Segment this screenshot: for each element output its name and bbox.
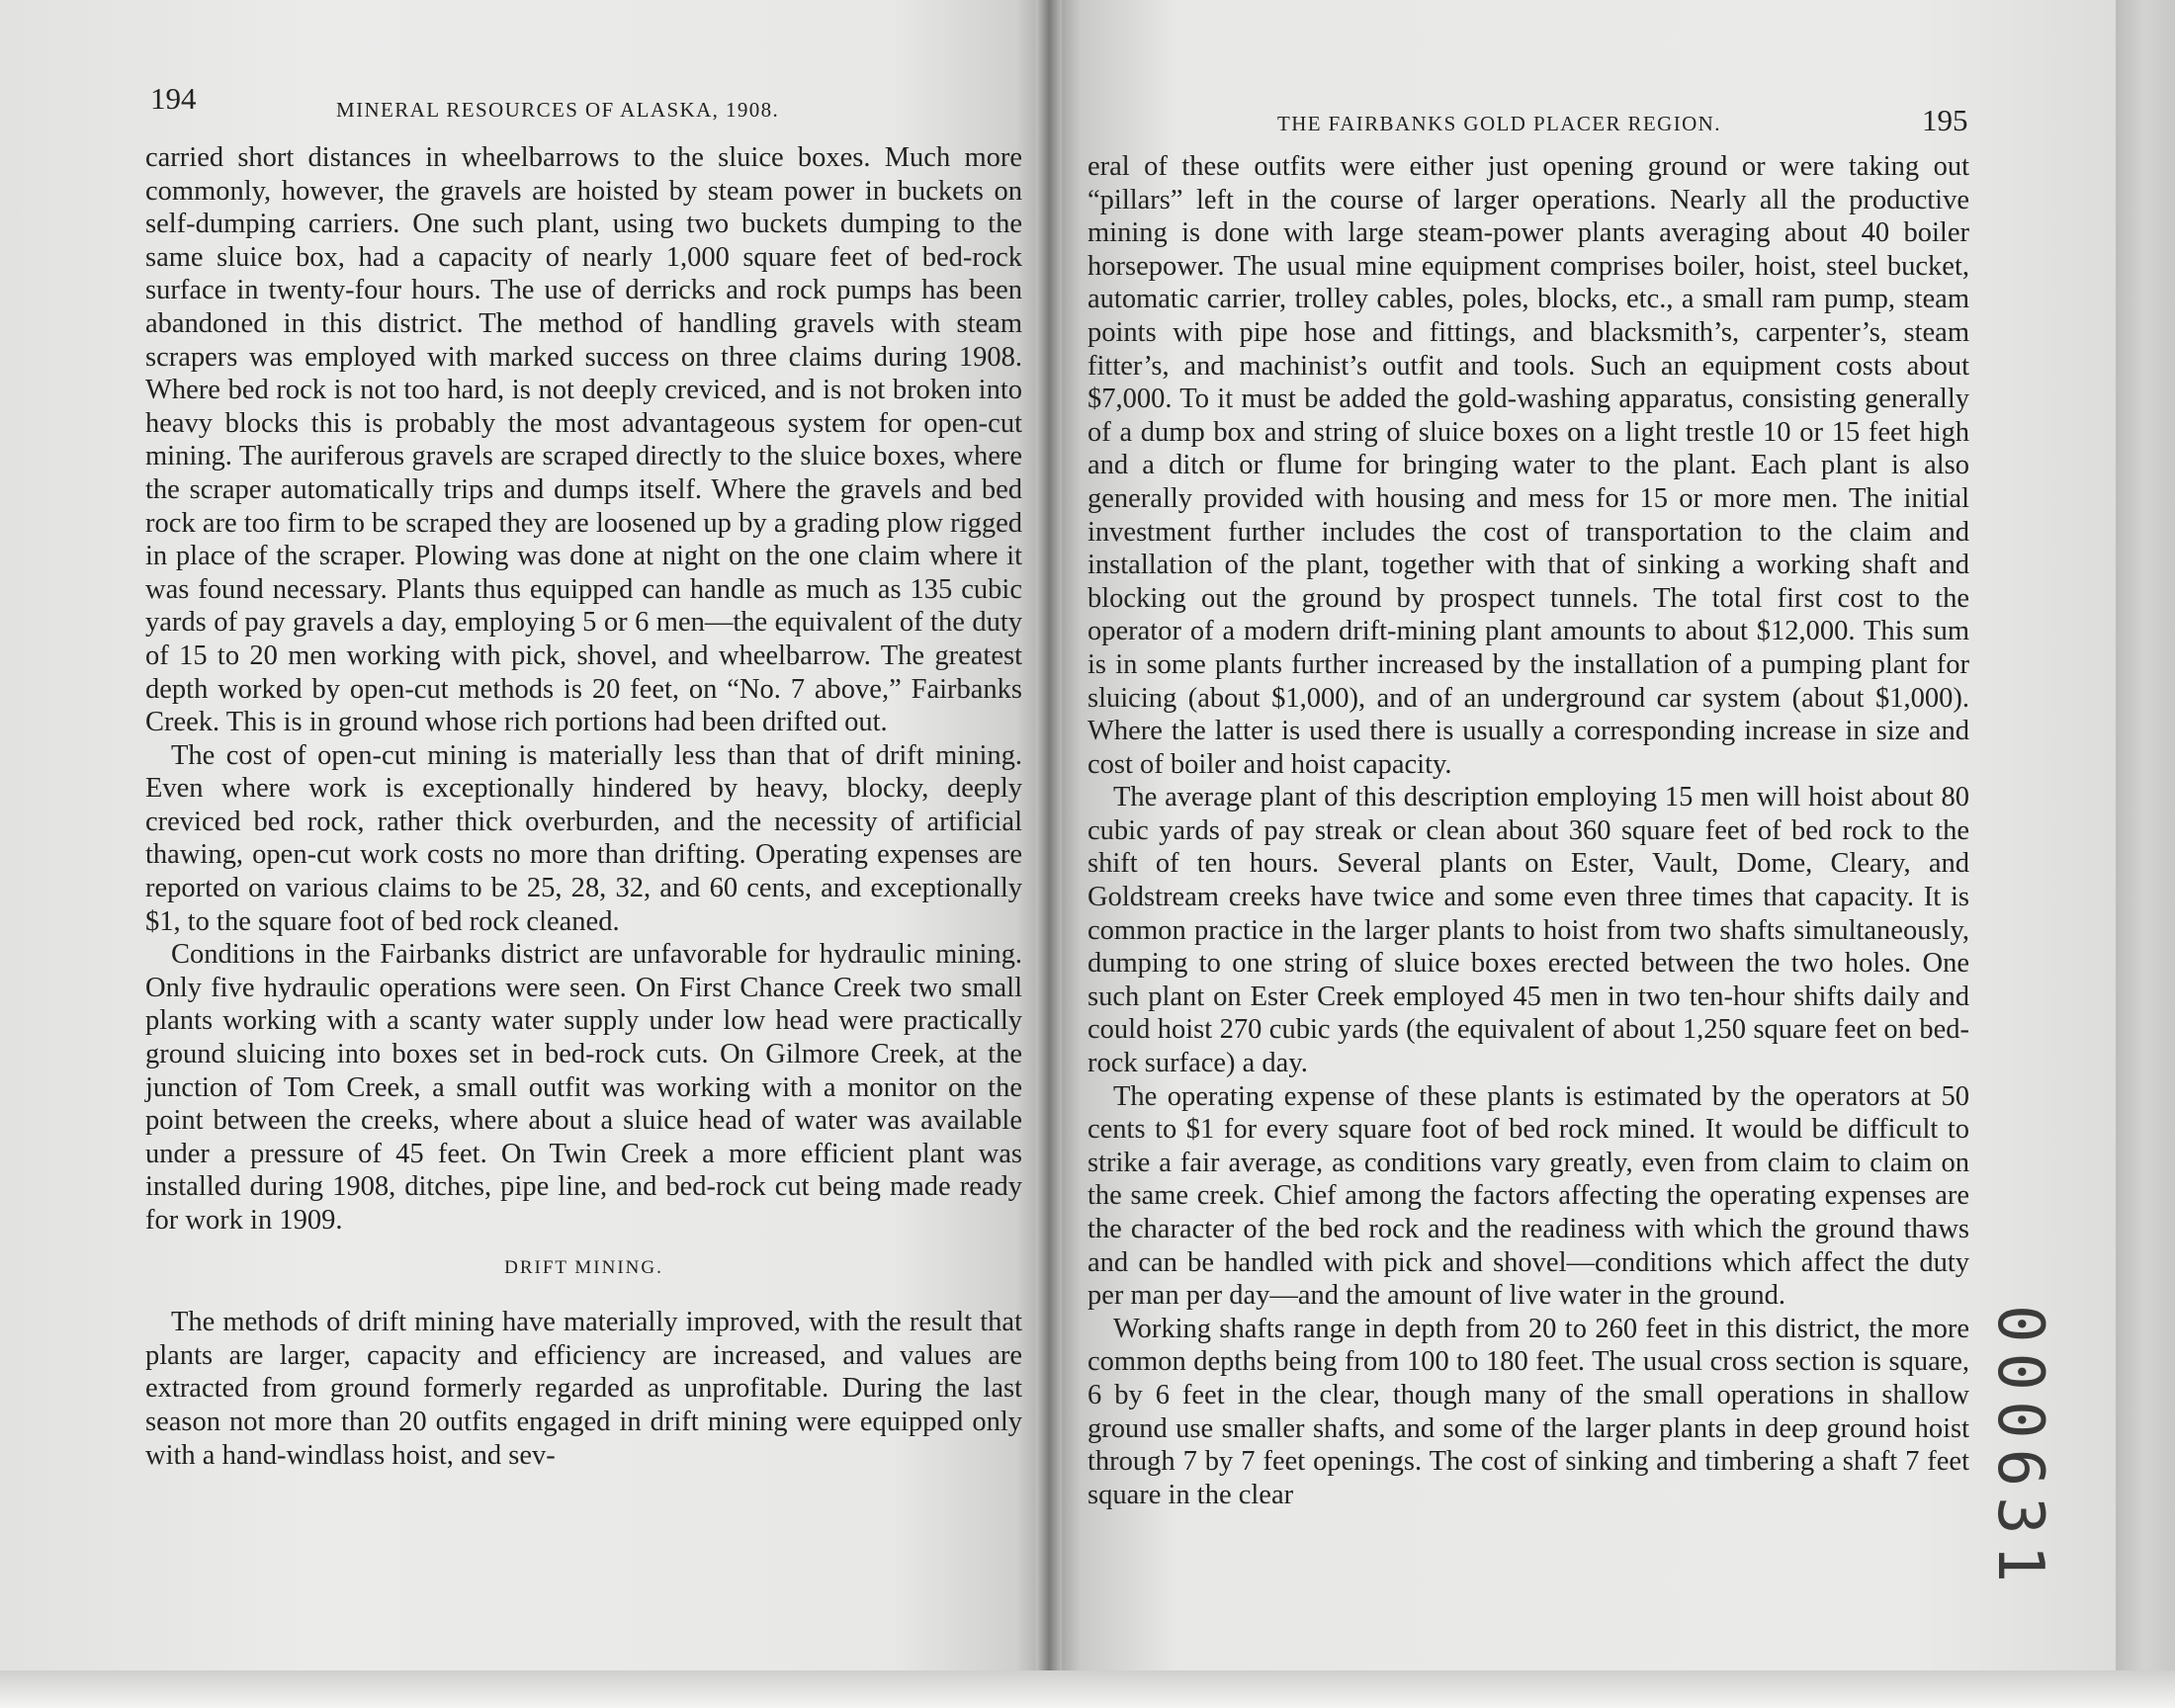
section-heading: DRIFT MINING. [504, 1256, 663, 1278]
margin-stamp: 000631 [1983, 1305, 2056, 1593]
right-page-body [1088, 150, 1969, 1511]
left-running-head [336, 89, 779, 125]
right-paragraph-2: The average plant of this description employing 15 men will hoist about 80 cubic yards of pay streak or clean about 360 square feet of bed rock to the shift of ten hours. Several plants on Ester, Vault, Dome, Cleary, and Goldstream creeks have twice and some even three times that capacity. It is common practice in the larger plants to hoist from two shafts simultaneously, dumping to one string of sluice boxes erected between the two holes. One such plant on Ester Creek employed 45 men in two ten-hour shifts daily and could hoist 270 cubic yards (the equivalent of about 1,250 square feet on bed-rock surface) a day. [1088, 782, 1969, 1079]
right-running-head [1277, 103, 1721, 138]
left-running-head-text: MINERAL RESOURCES OF ALASKA, 1908. [336, 98, 780, 122]
scan-bottom-edge [0, 1670, 2175, 1708]
page-edge [2116, 0, 2175, 1680]
right-paragraph-4: Working shafts range in depth from 20 to 260 feet in this district, the more common depths being from 100 to 180 feet. The usual cross section is square, 6 by 6 feet in the clear, though many of the small operations in shallow ground use smaller shafts, and some of the larger plants in deep ground hoist through 7 by 7 feet openings. The cost of sinking and timbering a shaft 7 feet square in the clear [1088, 1313, 1969, 1510]
right-page-number: 195 [1922, 103, 1968, 137]
left-page-body [145, 141, 1022, 1472]
right-paragraph-3: The operating expense of these plants is estimated by the operators at 50 cents to $1 for every square foot of bed rock mined. It would be difficult to strike a fair average, as conditions vary greatly, even from claim to claim on the same creek. Chief among the factors affecting the operating expenses are the character of the bed rock and the readiness with which the ground thaws and can be handled with pick and shovel—conditions which affect the duty per man per day—and the amount of live water in the ground. [1088, 1080, 1969, 1312]
left-page-number: 194 [150, 81, 197, 116]
left-paragraph-2: The cost of open-cut mining is materially less than that of drift mining. Even where work is exceptionally hindered by heavy, blocky, deeply creviced bed rock, rather thick overburden, and the necessity of artificial thawing, open-cut work costs no more than drifting. Operating expenses are reported on various claims to be 25, 28, 32, and 60 cents, and exceptionally $1, to the square foot of bed rock cleaned. [145, 739, 1022, 937]
right-running-head-text: THE FAIRBANKS GOLD PLACER REGION. [1277, 112, 1721, 135]
right-paragraph-1: eral of these outfits were either just opening ground or were taking out “pillars” left in the course of larger operations. Nearly all the productive mining is done with large steam-power plants averaging about 40 boiler horsepower. The usual mine equipment comprises boiler, hoist, steel bucket, automatic carrier, trolley cables, poles, blocks, etc., a small ram pump, steam points with pipe hose and fittings, and blacksmith’s, carpenter’s, steam fitter’s, and machinist’s outfit and tools. Such an equipment costs about $7,000. To it must be added the gold-washing apparatus, consisting generally of a dump box and string of sluice boxes on a light trestle 10 or 15 feet high and a ditch or flume for bringing water to the plant. Each plant is also generally provided with housing and mess for 15 or more men. The initial investment further includes the cost of transportation to the claim and installation of the plant, together with that of sinking a working shaft and blocking out the ground by prospect tunnels. The total first cost to the operator of a modern drift-mining plant amounts to about $12,000. This sum is in some plants further increased by the installation of a pumping plant for sluicing (about $1,000), and of an underground car system (about $1,000). Where the latter is used there is usually a corresponding increase in size and cost of boiler and hoist capacity. [1088, 151, 1969, 780]
left-paragraph-3: Conditions in the Fairbanks district are unfavorable for hydraulic mining. Only five hydraulic operations were seen. On First Chance Creek two small plants working with a scanty water supply under low head were practically ground sluicing into boxes set in bed-rock cuts. On Gilmore Creek, at the junction of Tom Creek, a small outfit was working with a monitor on the point between the creeks, where about a sluice head of water was available under a pressure of 45 feet. On Twin Creek a more efficient plant was installed during 1908, ditches, pipe line, and bed-rock cut being made ready for work in 1909. [145, 939, 1022, 1236]
left-paragraph-4: The methods of drift mining have materially improved, with the result that plants are larger, capacity and efficiency are increased, and values are extracted from ground formerly regarded as unprofitable. During the last season not more than 20 outfits engaged in drift mining were equipped only with a hand-windlass hoist, and sev- [145, 1307, 1022, 1471]
left-paragraph-1: carried short distances in wheelbarrows to the sluice boxes. Much more commonly, however, the gravels are hoisted by steam power in buckets on self-dumping carriers. One such plant, using two buckets dumping to the same sluice box, had a capacity of nearly 1,000 square feet of bed-rock surface in twenty-four hours. The use of derricks and rock pumps has been abandoned in this district. The method of handling gravels with steam scrapers was employed with marked success on three claims during 1908. Where bed rock is not too hard, is not deeply creviced, and is not broken into heavy blocks this is probably the most advantageous system for open-cut mining. The auriferous gravels are scraped directly to the sluice boxes, where the scraper automatically trips and dumps itself. Where the gravels and bed rock are too firm to be scraped they are loosened up by a grading plow rigged in place of the scraper. Plowing was done at night on the one claim where it was found necessary. Plants thus equipped can handle as much as 135 cubic yards of pay gravels a day, employing 5 or 6 men—the equivalent of the duty of 15 to 20 men working with pick, shovel, and wheelbarrow. The greatest depth worked by open-cut methods is 20 feet, on “No. 7 above,” Fairbanks Creek. This is in ground whose rich portions had been drifted out. [145, 142, 1022, 738]
book-gutter [1036, 0, 1062, 1680]
